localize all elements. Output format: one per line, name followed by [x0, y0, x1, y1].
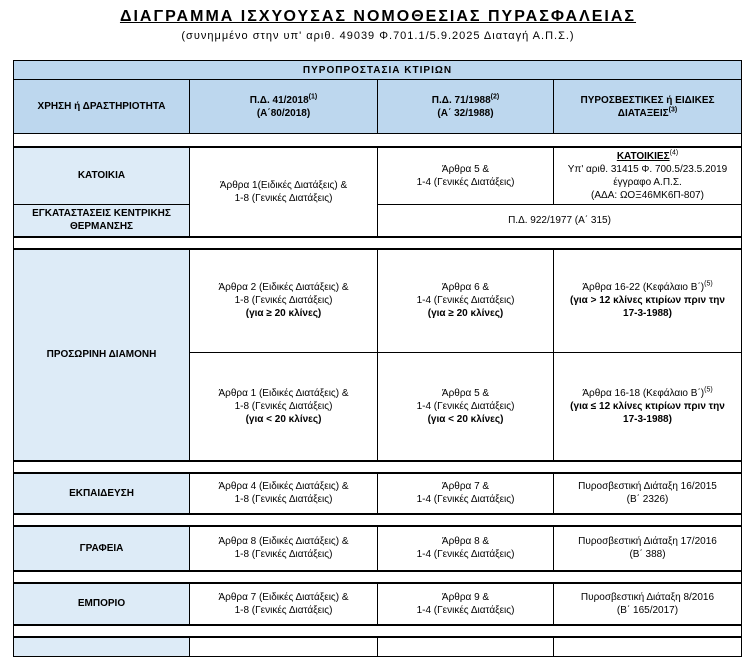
separator-row [14, 237, 742, 249]
page-subtitle: (συνημμένο στην υπ' αριθ. 49039 Φ.701.1/5.9.2025 Διαταγή Α.Π.Σ.) [181, 30, 575, 42]
cell-commerce-pd41: Άρθρα 7 (Ειδικές Διατάξεις) & 1-8 (Γενικές Διατάξεις) [190, 583, 378, 625]
table-row [14, 147, 742, 205]
cell-education-pd41: Άρθρα 4 (Ειδικές Διατάξεις) & 1-8 (Γενικές Διατάξεις) [190, 473, 378, 514]
cell-offices-pd71: Άρθρα 8 & 1-4 (Γενικές Διατάξεις) [378, 526, 554, 571]
cell-katoikia-pd71: Άρθρα 5 & 1-4 (Γενικές Διατάξεις) [378, 147, 554, 205]
table-banner-row [14, 61, 742, 80]
cell-commerce-pd71: Άρθρα 9 & 1-4 (Γενικές Διατάξεις) [378, 583, 554, 625]
cell-katoikia-pd41: Άρθρα 1(Ειδικές Διατάξεις) & 1-8 (Γενικές Διατάξεις) [190, 147, 378, 237]
separator-row [14, 134, 742, 147]
table-row [14, 473, 742, 514]
cell-commerce-fire: Πυροσβεστική Διάταξη 8/2016 (Β΄ 165/2017) [554, 583, 742, 625]
use-katoikia: ΚΑΤΟΙΚΙΑ [14, 147, 190, 205]
cell-next-fire [554, 637, 742, 657]
column-header-row [14, 80, 742, 134]
cell-temp-r2-fire: Άρθρα 16-18 (Κεφάλαιο Β΄)$^{(5)}$ (για ≤ 12 κλίνες κτιρίων πριν την 17-3-1988) [554, 353, 742, 461]
page-title: ΔΙΑΓΡΑΜΜΑ ΙΣΧΥΟΥΣΑΣ ΝΟΜΟΘΕΣΙΑΣ ΠΥΡΑΣΦΑΛΕΙΑΣ [119, 8, 637, 25]
cell-education-pd71: Άρθρα 7 & 1-4 (Γενικές Διατάξεις) [378, 473, 554, 514]
separator-row [14, 571, 742, 583]
table-row [14, 637, 742, 657]
column-header-use: ΧΡΗΣΗ ή ΔΡΑΣΤΗΡΙΟΤΗΤΑ [14, 80, 190, 134]
use-temporary-stay: ΠΡΟΣΩΡΙΝΗ ΔΙΑΜΟΝΗ [14, 249, 190, 461]
cell-temp-r2-pd71: Άρθρα 5 & 1-4 (Γενικές Διατάξεις) (για < 20 κλίνες) [378, 353, 554, 461]
cell-next-pd41 [190, 637, 378, 657]
column-header-pd71: Π.Δ. 71/1988$^{(2)}$ (Α΄ 32/1988) [378, 80, 554, 134]
cell-next-pd71 [378, 637, 554, 657]
legislation-table [13, 60, 742, 657]
use-commerce: ΕΜΠΟΡΙΟ [14, 583, 190, 625]
use-education: ΕΚΠΑΙΔΕΥΣΗ [14, 473, 190, 514]
use-next-partial [14, 637, 190, 657]
cell-temp-r1-pd71: Άρθρα 6 & 1-4 (Γενικές Διατάξεις) (για ≥ 20 κλίνες) [378, 249, 554, 353]
cell-offices-fire: Πυροσβεστική Διάταξη 17/2016 (Β΄ 388) [554, 526, 742, 571]
cell-temp-r1-fire: Άρθρα 16-22 (Κεφάλαιο Β΄)$^{(5)}$ (για > 12 κλίνες κτιρίων πριν την 17-3-1988) [554, 249, 742, 353]
separator-row [14, 461, 742, 473]
separator-row [14, 625, 742, 637]
cell-temp-r2-pd41: Άρθρα 1 (Ειδικές Διατάξεις) & 1-8 (Γενικές Διατάξεις) (για < 20 κλίνες) [190, 353, 378, 461]
cell-katoikia-fire: ΚΑΤΟΙΚΙΕΣ$^{(4)}$ Υπ' αριθ. 31415 Φ. 700.5/23.5.2019 έγγραφο Α.Π.Σ. (ΑΔΑ: ΩΟΞ46ΜΚ6Π-807) [554, 147, 742, 205]
cell-heating-merged: Π.Δ. 922/1977 (Α΄ 315) [378, 205, 742, 237]
use-offices: ΓΡΑΦΕΙΑ [14, 526, 190, 571]
table-banner: ΠΥΡΟΠΡΟΣΤΑΣΙΑ ΚΤΙΡΙΩΝ [14, 61, 742, 80]
table-row [14, 249, 742, 353]
table-row [14, 526, 742, 571]
cell-temp-r1-pd41: Άρθρα 2 (Ειδικές Διατάξεις) & 1-8 (Γενικές Διατάξεις) (για ≥ 20 κλίνες) [190, 249, 378, 353]
use-heating: ΕΓΚΑΤΑΣΤΑΣΕΙΣ ΚΕΝΤΡΙΚΗΣ ΘΕΡΜΑΝΣΗΣ [14, 205, 190, 237]
column-header-fire: ΠΥΡΟΣΒΕΣΤΙΚΕΣ ή ΕΙΔΙΚΕΣ ΔΙΑΤΑΞΕΙΣ$^{(3)}$ [554, 80, 742, 134]
separator-row [14, 514, 742, 526]
column-header-pd41: Π.Δ. 41/2018$^{(1)}$ (Α΄80/2018) [190, 80, 378, 134]
cell-education-fire: Πυροσβεστική Διάταξη 16/2015 (Β΄ 2326) [554, 473, 742, 514]
table-row [14, 583, 742, 625]
table-row [14, 205, 742, 237]
cell-offices-pd41: Άρθρα 8 (Ειδικές Διατάξεις) & 1-8 (Γενικές Διατάξεις) [190, 526, 378, 571]
